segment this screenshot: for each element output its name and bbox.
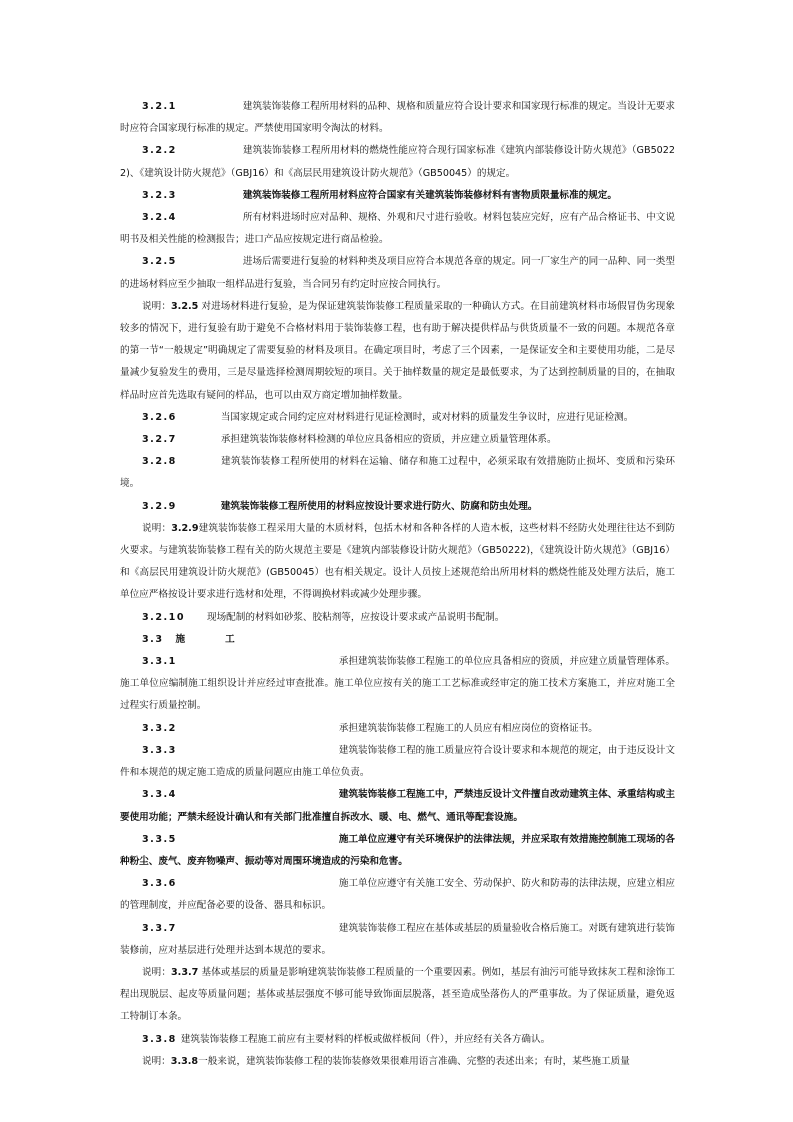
clause-paragraph xyxy=(120,718,675,740)
clause-number: 3.2.8 xyxy=(142,456,177,468)
clause-text: 所有材料进场时应对品种、规格、外观和尺寸进行验收。材料包装应完好，应有产品合格证书、中文说明书及相关性能的检测报告；进口产品应按规定进行商品检验。 xyxy=(120,212,675,246)
explanation-paragraph xyxy=(120,518,675,607)
clause-number: 3.3.4 xyxy=(142,789,177,801)
clause-text: 现场配制的材料如砂浆、胶粘剂等，应按设计要求或产品说明书配制。 xyxy=(207,611,505,623)
explanation-paragraph xyxy=(120,1051,675,1073)
clause-text: 建筑装饰装修工程所使用的材料在运输、储存和施工过程中，必须采取有效措施防止损坏、变质和污染环境。 xyxy=(120,456,675,490)
clause-number: 3.3.8 xyxy=(170,1055,199,1067)
clause-paragraph xyxy=(120,784,675,828)
clause-text: 施工单位应遵守有关施工安全、劳动保护、防火和防毒的法律法规，应建立相应的管理制度，并应配备必要的设备、器具和标识。 xyxy=(120,878,675,912)
clause-number: 3.2.10 xyxy=(142,611,185,623)
section-heading xyxy=(120,629,675,651)
clause-number: 3.2.4 xyxy=(142,212,177,224)
clause-text: 建筑装饰装修工程所用材料的品种、规格和质量应符合设计要求和国家现行标准的规定。当设计无要求时应符合国家现行标准的规定。严禁使用国家明令淘汰的材料。 xyxy=(120,101,675,135)
clause-text: 承担建筑装饰装修工程施工的人员应有相应岗位的资格证书。 xyxy=(338,722,598,734)
section-title: 施工 xyxy=(175,633,275,645)
clause-text: 施工单位应遵守有关环境保护的法律法规，并应采取有效措施控制施工现场的各种粉尘、废气、废弃物噪声、振动等对周围环境造成的污染和危害。 xyxy=(120,833,675,867)
clause-text: 一般来说，建筑装饰装修工程的装饰装修效果很难用语言准确、完整的表述出来；有时，某些施工质量 xyxy=(198,1055,630,1067)
clause-paragraph xyxy=(120,207,675,251)
clause-text: 承担建筑装饰装修工程施工的单位应具备相应的资质，并应建立质量管理体系。施工单位应编制施工组织设计并应经过审查批准。施工单位应按有关的施工工艺标准或经审定的施工技术方案施工，并应对施工全过程实行质量控制。 xyxy=(120,656,675,712)
clause-text: 建筑装饰装修工程施工中，严禁违反设计文件擅自改动建筑主体、承重结构或主要使用功能；严禁未经设计确认和有关部门批准擅自拆改水、暖、电、燃气、通讯等配套设施。 xyxy=(120,789,675,823)
clause-number: 3.3.7 xyxy=(142,922,177,934)
clause-paragraph xyxy=(120,651,675,718)
clause-paragraph xyxy=(120,451,675,495)
clause-paragraph xyxy=(120,96,675,140)
clause-number: 3.3.1 xyxy=(142,656,177,668)
clause-number: 3.2.1 xyxy=(142,101,177,112)
clause-text: 进场后需要进行复验的材料种类及项目应符合本规范各章的规定。同一厂家生产的同一品种、同一类型的进场材料应至少抽取一组样品进行复验，当合同另有约定时应按合同执行。 xyxy=(120,256,675,290)
explanation-label: 说明： xyxy=(142,522,172,534)
clause-number: 3.2.5 xyxy=(142,256,177,268)
clause-paragraph xyxy=(120,607,675,629)
clause-number: 3.2.3 xyxy=(142,189,177,201)
clause-paragraph xyxy=(120,740,675,784)
explanation-label: 说明： xyxy=(142,300,171,312)
clause-paragraph xyxy=(120,140,675,184)
clause-number: 3.3.8 xyxy=(142,1033,177,1045)
clause-number: 3.2.9 xyxy=(171,522,199,534)
clause-number: 3.3.3 xyxy=(142,744,177,756)
clause-text: 建筑装饰装修工程所使用的材料应按设计要求进行防火、防腐和防虫处理。 xyxy=(220,500,538,512)
clause-number: 3.3.2 xyxy=(142,722,177,734)
clause-paragraph xyxy=(120,918,675,962)
clause-text: 建筑装饰装修工程采用大量的木质材料，包括木材和各种各样的人造木板，这些材料不经防火处理往往达不到防火要求。与建筑装饰装修工程有关的防火规范主要是《建筑内部装修设计防火规范》（GB50222)，《建筑设计防火规范》（GBJ16）和《高层民用建筑设计防火规范》(GB50045）也有相关规定。设计人员按上述规范给出所用材料的燃烧性能及处理方法后，施工单位应严格按设计要求进行选材和处理，不得调换材料或减少处理步骤。 xyxy=(120,522,676,601)
explanation-label: 说明： xyxy=(142,1055,171,1067)
clause-number: 3.2.6 xyxy=(142,411,177,423)
clause-number: 3.3.7 xyxy=(171,966,199,978)
clause-number: 3.2.2 xyxy=(142,145,177,157)
clause-number: 3.3 xyxy=(142,633,164,645)
clause-text: 当国家规定或合同约定应对材料进行见证检测时，或对材料的质量发生争议时，应进行见证检测。 xyxy=(220,411,634,423)
clause-paragraph xyxy=(120,873,675,917)
clause-paragraph xyxy=(120,185,675,207)
clause-paragraph xyxy=(120,496,675,518)
clause-number: 3.3.5 xyxy=(142,833,177,845)
clause-paragraph xyxy=(120,407,675,429)
clause-paragraph xyxy=(120,829,675,873)
clause-number: 3.2.7 xyxy=(142,434,177,446)
clause-text: 对进场材料进行复验，是为保证建筑装饰装修工程质量采取的一种确认方式。在目前建筑材料市场假冒伪劣现象较多的情况下，进行复验有助于避免不合格材料用于装饰装修工程，也有助于解决提供样品与供货质量不一致的问题。本规范各章的第一节“一般规定”明确规定了需要复验的材料及项目。在确定项目时，考虑了三个因素，一是保证安全和主要使用功能，二是尽量减少复验发生的费用，三是尽量选择检测周期较短的项目。关于抽样数量的规定是最低要求，为了达到控制质量的目的，在抽取样品时应首先选取有疑问的样品，也可以由双方商定增加抽样数量。 xyxy=(120,300,675,401)
clause-number: 3.2.9 xyxy=(142,500,177,512)
document-body xyxy=(120,96,675,1073)
explanation-paragraph xyxy=(120,296,675,407)
clause-paragraph xyxy=(120,429,675,451)
clause-text: 建筑装饰装修工程所用材料应符合国家有关建筑装饰装修材料有害物质限量标准的规定。 xyxy=(242,189,617,201)
clause-number: 3.3.6 xyxy=(142,878,177,890)
clause-text: 承担建筑装饰装修材料检测的单位应具备相应的资质，并应建立质量管理体系。 xyxy=(220,434,557,446)
clause-number: 3.2.5 xyxy=(171,300,199,312)
clause-text: 基体或基层的质量是影响建筑装饰装修工程质量的一个重要因素。例如，基层有油污可能导致抹灰工程和涂饰工程出现脱层、起皮等质量问题；基体或基层强度不够可能导致饰面层脱落，甚至造成坠落伤人的严重事故。为了保证质量，避免返工特制订本条。 xyxy=(120,966,675,1023)
clause-text: 建筑装饰装修工程的施工质量应符合设计要求和本规范的规定，由于违反设计文件和本规范的规定施工造成的质量问题应由施工单位负责。 xyxy=(120,744,675,779)
clause-paragraph xyxy=(120,1029,675,1051)
explanation-label: 说明： xyxy=(142,966,171,978)
clause-text: 建筑装饰装修工程应在基体或基层的质量验收合格后施工。对既有建筑进行装饰装修前，应对基层进行处理并达到本规范的要求。 xyxy=(120,922,675,956)
explanation-paragraph xyxy=(120,962,675,1029)
clause-text: 建筑装饰装修工程施工前应有主要材料的样板或做样板间（件），并应经有关各方确认。 xyxy=(180,1033,551,1045)
clause-paragraph xyxy=(120,251,675,295)
clause-text: 建筑装饰装修工程所用材料的燃烧性能应符合现行国家标准《建筑内部装修设计防火规范》（GB50222)、《建筑设计防火规范》（GBJ16）和《高层民用建筑设计防火规范》（GB50045）的规定。 xyxy=(120,145,675,179)
